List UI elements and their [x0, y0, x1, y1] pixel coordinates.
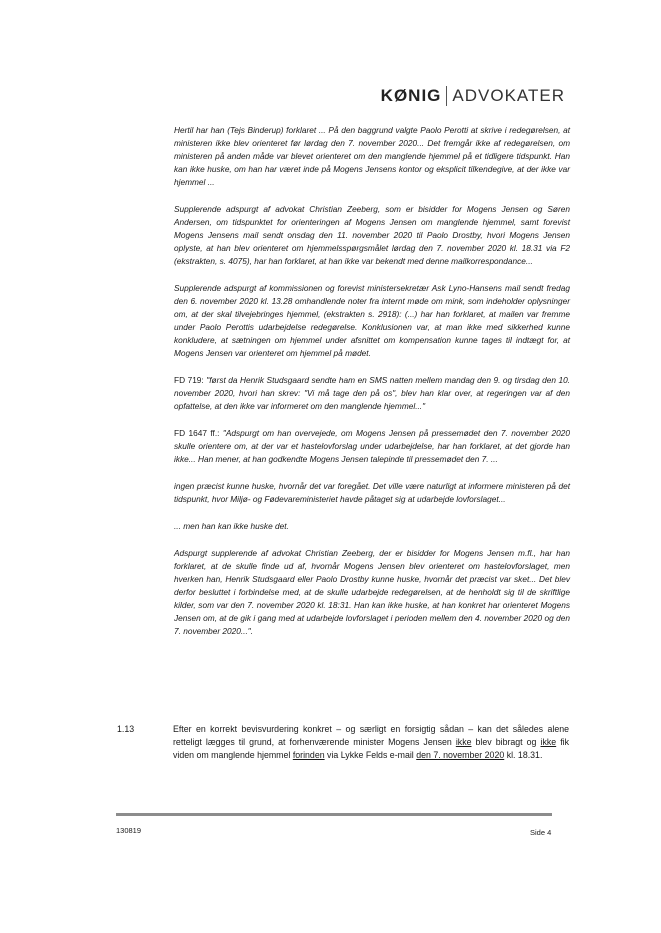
fd719-quote: "først da Henrik Studsgaard sendte ham en SMS natten mellem mandag den 9. og tirsdag den 10. november 2020, hvori han skrev: "Vi må tage den på os", blev han klar over, at regeringen var af den opfattelse, at den ikke var informeret om den manglende hjemmel..." — [174, 375, 570, 411]
page-number: Side 4 — [530, 828, 552, 837]
fd719-ref: FD 719: — [174, 375, 204, 385]
underlined-text: den 7. november 2020 — [416, 750, 505, 760]
section-text-part: fik viden om manglende hjemmel — [173, 737, 569, 760]
quote-paragraph-4: ingen præcist kunne huske, hvornår det var foregået. Det ville være naturligt at informere ministeren på det tidspunkt, hvor Miljø- og Fødevareministeriet havde påtaget sig at udarbejde lovforslaget... — [174, 481, 570, 504]
quote-paragraph-6: Adspurgt supplerende af advokat Christian Zeeberg, der er bisidder for Mogens Jensen m.fl., har han forklaret, at de skulle finde ud af, hvornår Mogens Jensen blev orienteret om hastelovforslaget, men hverken han, Henrik Studsgaard eller Paolo Drostby kunne huske, hvornår det præcist var sket... Det blev derfor besluttet i forbindelse med, at de skulle udarbejde redegørelsen, at de henholdt sig til de skriftlige kilder, som var den 7. november 2020 kl. 18:31. Han kan ikke huske, at han konkret har orienteret Mogens Jensen om, at de gik i gang med at udarbejde lovforslaget i perioden mellem den 4. november 2020 og den 7. november 2020...". — [174, 548, 570, 636]
section-text-part: kl. 18.31. — [504, 750, 543, 760]
document-code: 130819 — [116, 826, 142, 835]
section-text-part: blev bibragt og — [471, 737, 541, 747]
fd1647-ref: FD 1647 ff.: — [174, 428, 220, 438]
section-number: 1.13 — [117, 724, 135, 734]
section-text-part: Efter en korrekt bevisvurdering konkret – og særligt en forsigtig sådan – kan det således alene retteligt lægges til grund, at forhenværende minister Mogens Jensen — [173, 724, 569, 747]
quote-paragraph-2: Supplerende adspurgt af advokat Christian Zeeberg, som er bisidder for Mogens Jensen og Søren Andersen, om tidspunktet for orienteringen af Mogens Jensen om manglende hjemmel, samt forevist Mogens Jensens mail sendt onsdag den 11. november 2020 til Paolo Drostby, hvori Mogens Jensen oplyste, at han blev orienteret om hjemmelsspørgsmålet lørdag den 7. november 2020 kl. 18.31 via F2 (ekstrakten, s. 4075), har han forklaret, at han ikke var bekendt med denne mailkorrespondance... — [174, 204, 570, 266]
logo-brand: KØNIG — [380, 86, 442, 105]
underlined-text: forinden — [292, 750, 325, 760]
underlined-text: ikke — [455, 737, 472, 747]
footer-divider — [116, 813, 552, 816]
section-text — [173, 723, 569, 762]
document-body — [174, 124, 570, 652]
fd719-paragraph — [174, 374, 570, 413]
section-1-13 — [117, 723, 577, 762]
fd1647-quote: "Adspurgt om han overvejede, om Mogens Jensen på pressemødet den 7. november 2020 skulle orientere om, at der var et hastelovforslag under udarbejdelse, har han forklaret, at det gjorde han ikke... Han mener, at han godkendte Mogens Jensen talepinde til pressemødet den 7. ... — [174, 428, 570, 464]
section-text-part: via Lykke Felds e-mail — [324, 750, 417, 760]
underlined-text: ikke — [540, 737, 557, 747]
fd1647-paragraph — [174, 427, 570, 466]
logo-suffix: ADVOKATER — [452, 86, 565, 105]
logo-divider — [446, 86, 447, 106]
quote-paragraph-3: Supplerende adspurgt af kommissionen og forevist ministersekretær Ask Lyno-Hansens mail sendt fredag den 6. november 2020 kl. 13.28 omhandlende noter fra internt møde om mink, som indeholder oplysninger om, at der skal tilvejebringes hjemmel, (ekstrakten s. 2918): (...) har han forklaret, at mailen var fremme under Paolo Perottis udarbejdelse redegørelse. Konklusionen var, at man ikke med sikkerhed kunne konkludere, at sætningen om hjemmel under afsnittet om kompensation kunne tages til indtægt for, at Mogens Jensen var orienteret om hjemmel på mødet. — [174, 283, 570, 358]
quote-paragraph-1: Hertil har han (Tejs Binderup) forklaret ... På den baggrund valgte Paolo Perotti at skrive i redegørelsen, at ministeren ikke blev orienteret før lørdag den 7. november 2020... Det fremgår ikke af redegørelsen, om ministeren på anden måde var blevet orienteret om den manglende hjemmel på et tidligere tidspunkt. Han kan ikke huske, om han har været inde på Mogens Jensens kontor og eksplicit tilkendegive, at der ikke var hjemmel ... — [174, 125, 570, 187]
quote-paragraph-5: ... men han kan ikke huske det. — [174, 521, 289, 531]
firm-logo — [381, 86, 565, 106]
